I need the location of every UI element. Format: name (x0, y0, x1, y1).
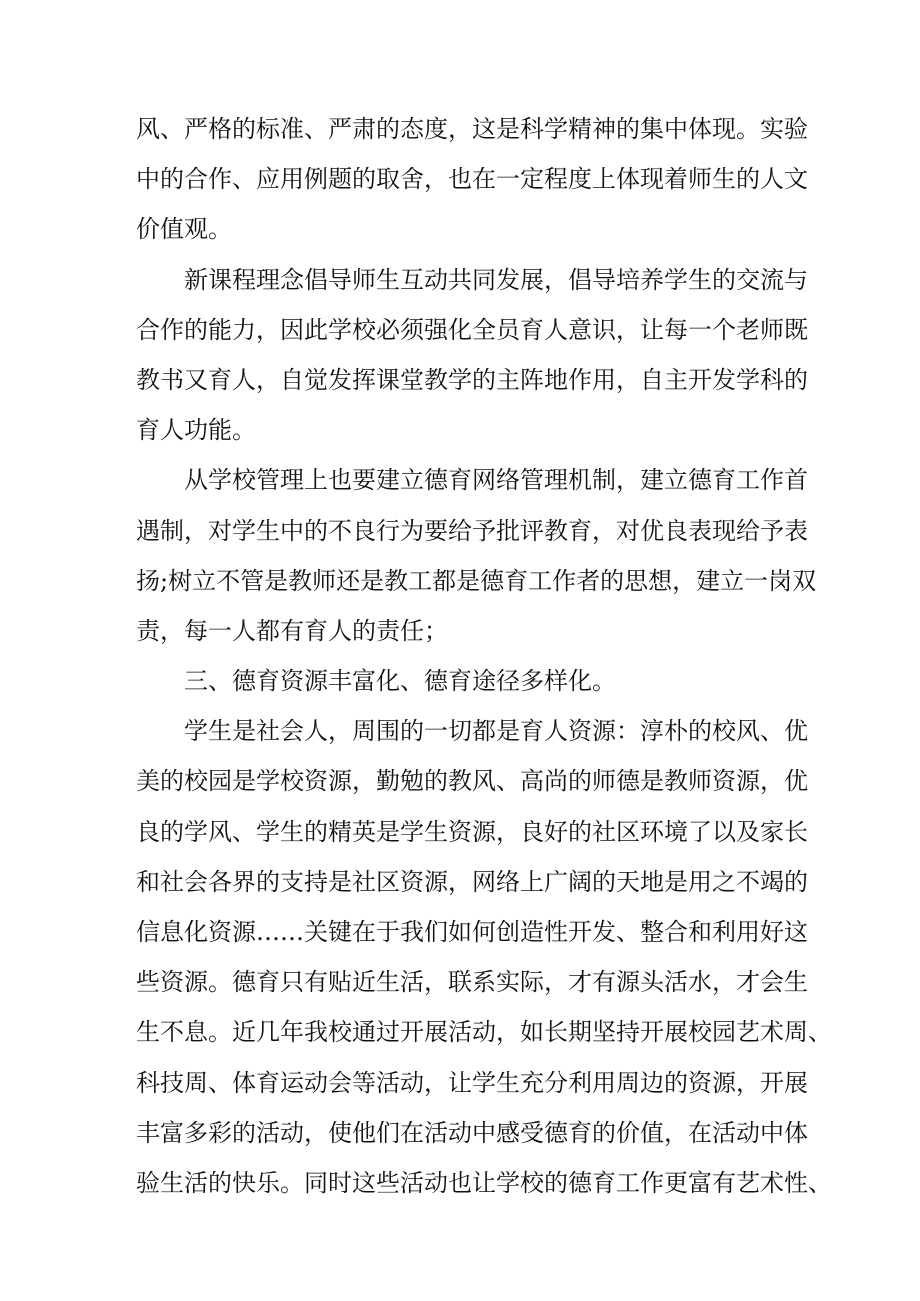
text-line: 育人功能。 (136, 416, 256, 445)
text-line: 美的校园是学校资源，勤勉的教风、高尚的师德是教师资源，优 (136, 767, 808, 796)
text-line: 从学校管理上也要建立德育网络管理机制，建立德育工作首 (184, 466, 808, 495)
text-line: 三、德育资源丰富化、德育途径多样化。 (184, 667, 616, 696)
text-line: 中的合作、应用例题的取舍，也在一定程度上体现着师生的人文 (136, 165, 808, 194)
text-line: 扬;树立不管是教师还是教工都是德育工作者的思想，建立一岗双 (136, 566, 817, 595)
text-line: 风、严格的标准、严肃的态度，这是科学精神的集中体现。实验 (136, 115, 808, 143)
text-line: 信息化资源……关键在于我们如何创造性开发、整合和利用好这 (136, 918, 808, 946)
text-line: 新课程理念倡导师生互动共同发展，倡导培养学生的交流与 (184, 265, 808, 294)
text-line: 和社会各界的支持是社区资源，网络上广阔的天地是用之不竭的 (136, 867, 808, 896)
text-line: 科技周、体育运动会等活动，让学生充分利用周边的资源，开展 (136, 1068, 808, 1097)
text-line: 遇制，对学生中的不良行为要给予批评教育，对优良表现给予表 (136, 516, 808, 545)
text-line: 责，每一人都有育人的责任； (136, 616, 448, 645)
text-line: 生不息。近几年我校通过开展活动，如长期坚持开展校园艺术周、 (136, 1018, 832, 1047)
text-line: 些资源。德育只有贴近生活，联系实际，才有源头活水，才会生 (136, 968, 808, 997)
text-line: 学生是社会人，周围的一切都是育人资源：淳朴的校风、优 (184, 717, 808, 746)
text-line: 教书又育人，自觉发挥课堂教学的主阵地作用，自主开发学科的 (136, 365, 808, 394)
text-line: 合作的能力，因此学校必须强化全员育人意识，让每一个老师既 (136, 315, 808, 344)
text-line: 价值观。 (136, 215, 232, 244)
text-line: 丰富多彩的活动，使他们在活动中感受德育的价值，在活动中体 (136, 1118, 808, 1147)
body-text (136, 104, 832, 1208)
text-line: 良的学风、学生的精英是学生资源，良好的社区环境了以及家长 (136, 817, 808, 846)
text-line: 验生活的快乐。同时这些活动也让学校的德育工作更富有艺术性、 (136, 1168, 832, 1197)
